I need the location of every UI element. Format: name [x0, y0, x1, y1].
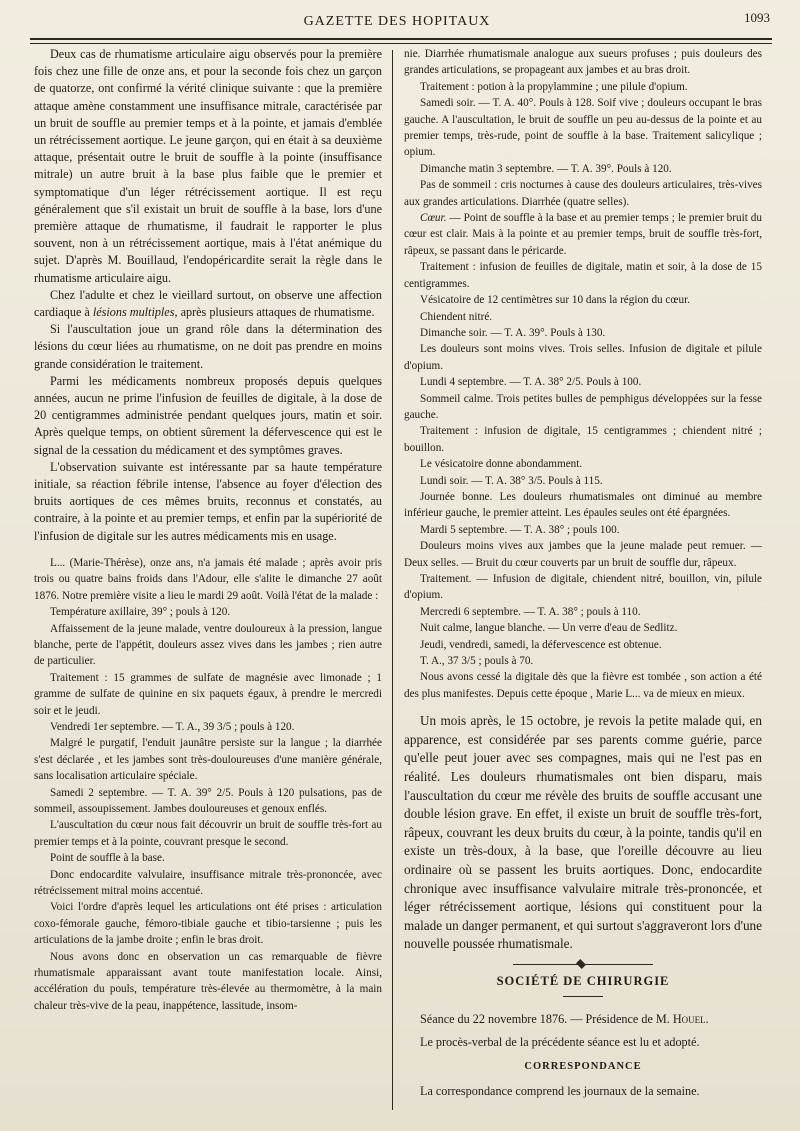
observation-line: Traitement : infusion de digitale, 15 centigrammes ; chiendent nitré ; bouillon.: [404, 425, 762, 454]
observation-line: Traitement. — Infusion de digitale, chiendent nitré, bouillon, vin, pilule d'opium.: [404, 573, 762, 602]
observation-line: Malgré le purgatif, l'enduit jaunâtre persiste sur la langue ; la diarrhée s'est déclarée , et les jambes sont très-douloureuses d'une manière générale, sans localisation articulaire spéciale.: [34, 737, 382, 783]
president-name: Houel.: [672, 1012, 709, 1027]
observation-line: Affaissement de la jeune malade, ventre douloureux à la pression, langue blanche, perte de l'appétit, douleurs assez vives dans les jambes ; rien autre de particulier.: [34, 622, 382, 668]
observation-line: Vendredi 1er septembre. — T. A., 39 3/5 ; pouls à 120.: [50, 720, 295, 733]
observation-line: Point de souffle à la base.: [50, 852, 165, 865]
observation-line: Chiendent nitré.: [420, 310, 493, 323]
observation-line: Voici l'ordre d'après lequel les articulations ont été prises : articulation coxo-fémorale gauche, fémoro-tibiale gauche et tibio-tarsienne ; puis les articulations de la jambe droite ; enfin le bras droit.: [34, 901, 382, 947]
observation-continued: [404, 46, 762, 702]
observation-line: Traitement : 15 grammes de sulfate de magnésie avec limonade ; 1 gramme de sulfate de quinine en six paquets égaux, à prendre le mercredi soir et le jeudi.: [34, 671, 382, 717]
observation-line: L'auscultation du cœur nous fait découvrir un bruit de souffle très-fort au premier temps et à la pointe, couvrant presque le second.: [34, 819, 382, 848]
observation-line: T. A., 37 3/5 ; pouls à 70.: [420, 655, 534, 668]
observation-line: Cœur. — Point de souffle à la base et au premier temps ; le premier bruit du cœur est clair. Mais à la pointe et au premier temps, bruit de souffle très-fort, râpeux, se passant dans le péricarde.: [404, 212, 762, 257]
observation-line: Sommeil calme. Trois petites bulles de pemphigus développées sur la fesse gauche.: [404, 392, 762, 421]
observation-line: Journée bonne. Les douleurs rhumatismales ont diminué au membre inférieur gauche, le premier atteint. Les épaules seules ont été épargnées.: [404, 490, 762, 520]
right-column: [398, 46, 762, 1100]
observation-line: Lundi 4 septembre. — T. A. 38° 2/5. Pouls à 100.: [420, 376, 642, 389]
page-header: [24, 8, 770, 36]
proces-verbal-line: Le procès-verbal de la précédente séance est lu et adopté.: [420, 1035, 700, 1050]
observation-line: Douleurs moins vives aux jambes que la jeune malade peut remuer. — Deux selles. — Bruit du cœur couverts par un bruit de souffle dur, râpeux.: [404, 540, 762, 569]
observation-line: nie. Diarrhée rhumatismale analogue aux sueurs profuses ; puis douleurs des grandes articulations, se propageant aux jambes et au bras droit.: [404, 48, 762, 77]
observation-line: Jeudi, vendredi, samedi, la défervescence est obtenue.: [420, 638, 662, 651]
observation-line: Nous avons donc en observation un cas remarquable de fièvre rhumatismale apparaissant avant toute manifestation locale. Ainsi, accélération du pouls, température très-élevée au thermomètre, à la main chaleur très-vive de la peau, inappétence, lassitude, insom-: [34, 950, 382, 1012]
ornamental-rule: [513, 964, 653, 965]
observation-line: Le vésicatoire donne abondamment.: [420, 458, 583, 471]
running-title: GAZETTE DES HOPITAUX: [303, 14, 491, 29]
observation-line: Traitement : potion à la propylammine ; une pilule d'opium.: [420, 80, 688, 93]
observation-line: Pas de sommeil : cris nocturnes à cause des douleurs articulaires, très-vives aux grandes articulations. Diarrhée (quatre selles).: [404, 179, 762, 208]
observation-line: Nuit calme, langue blanche. — Un verre d'eau de Sedlitz.: [420, 622, 678, 635]
observation-line: L... (Marie-Thérèse), onze ans, n'a jamais été malade ; après avoir pris trois ou quatre bains froids dans l'Adour, elle s'alite le dimanche 27 août 1876. Notre première visite a lieu le mardi 29 août. Voilà l'état de la malade :: [34, 556, 382, 602]
observation-line: Samedi soir. — T. A. 40°. Pouls à 128. Soif vive ; douleurs occupant le bras gauche. A l'auscultation, le bruit de souffle un peu au-dessus de la pointe et au premier temps, très-rude, point de souffle à la base. Traitement salicylique ; opium.: [404, 97, 762, 159]
observation-line: Traitement : infusion de feuilles de digitale, matin et soir, à la dose de 15 centigrammes.: [404, 261, 762, 290]
observation-line: Mardi 5 septembre. — T. A. 38° ; pouls 100.: [420, 523, 620, 536]
observation-line: Les douleurs sont moins vives. Trois selles. Infusion de digitale et pilule d'opium.: [404, 343, 762, 372]
observation-line: Dimanche soir. — T. A. 39°. Pouls à 130.: [420, 326, 606, 339]
observation-block: [34, 555, 382, 1014]
header-rule: [30, 38, 772, 44]
section-title-rule: [563, 996, 603, 997]
left-column: [34, 46, 388, 1014]
column-divider: [392, 50, 393, 1110]
paragraph: Chez l'adulte et chez le vieillard surtout, on observe une affection cardiaque à lésions multiples, après plusieurs attaques de rhumatisme.: [34, 287, 382, 320]
paragraph: Si l'auscultation joue un grand rôle dans la détermination des lésions du cœur liées au rhumatisme, on ne doit pas prendre en moins grande considération le traitement.: [34, 322, 382, 371]
emphasis: lésions multiples,: [92, 305, 178, 320]
seance-line: Séance du 22 novembre 1876. — Présidence de M. Houel.: [420, 1012, 709, 1027]
paragraph: Parmi les médicaments nombreux proposés depuis quelques années, aucun ne prime l'infusion de feuilles de digitale, à la dose de 20 centigrammes administrée pendant quelques jours, matin et soir. Après quelque temps, on obtient sûrement la défervescence qui est le signal de la cessation du médicament et des symptômes graves.: [34, 373, 382, 457]
correspondance-heading: CORRESPONDANCE: [524, 1060, 642, 1072]
observation-line: Mercredi 6 septembre. — T. A. 38° ; pouls à 110.: [420, 605, 641, 618]
paragraph: L'observation suivante est intéressante par sa haute température initiale, sa réaction fébrile intense, l'absence au foyer d'élection des bruits aortiques de ces mêmes bruits, reconnus et constatés, au contraire, à la pointe et au premier temps, et enfin par la supériorité de l'infusion de digitale sur les autres médicaments mis en usage.: [34, 459, 382, 543]
correspondance-line: La correspondance comprend les journaux de la semaine.: [420, 1083, 700, 1098]
observation-line: Dimanche matin 3 septembre. — T. A. 39°. Pouls à 120.: [420, 162, 672, 175]
observation-line: Nous avons cessé la digitale dès que la fièvre est tombée , son action a été des plus manifestes. Depuis cette époque , Marie L... va de mieux en mieux.: [404, 671, 762, 700]
observation-line: Vésicatoire de 12 centimètres sur 10 dans la région du cœur.: [420, 294, 690, 307]
observation-line: Température axillaire, 39° ; pouls à 120.: [50, 606, 231, 619]
conclusion-paragraph: Un mois après, le 15 octobre, je revois la petite malade qui, en apparence, est considérée par ses parents comme guérie, parce qu'elle peut jouer avec ses compagnes, mais qui ne l'est pas en réalité. Les douleurs rhumatismales ont bien disparu, mais l'auscultation du cœur me révèle des bruits de souffle accusant une double lésion grave. En effet, il existe un bruit de souffle très-fort, râpeux, couvrant les deux bruits du cœur, à la pointe, tandis qu'il en existe un très-doux, à la base, que l'oreille découvre au lieu ordinaire où se passent les bruits aortiques. Donc, endocardite chronique avec insuffisance valvulaire mitrale très-prononcée, et léger rétrécissement aortique, lésions qui constituent pour la malade un danger permanent, et qui surtout s'aggraveront lors d'une nouvelle poussée rhumatismale.: [404, 713, 762, 952]
observation-line: Samedi 2 septembre. — T. A. 39° 2/5. Pouls à 120 pulsations, pas de sommeil, assoupissement. Jambes douloureuses et genoux enflés.: [34, 786, 382, 815]
observation-line: Lundi soir. — T. A. 38° 3/5. Pouls à 115.: [420, 474, 603, 487]
section-title: SOCIÉTÉ DE CHIRURGIE: [496, 973, 670, 988]
observation-line: Donc endocardite valvulaire, insuffisance mitrale très-prononcée, avec rétrécissement mitral moins accentué.: [34, 868, 382, 898]
paragraph: Deux cas de rhumatisme articulaire aigu observés pour la première fois chez une fille de onze ans, et pour la seconde fois chez un garçon de quatorze, ont confirmé la vérité clinique suivante : que la première attaque amène constamment une insuffisance mitrale, caractérisée par un bruit de souffle au premier temps et à la pointe, et jamais d'emblée un rétrécissement aortique. Le jeune garçon, qui en était à sa deuxième attaque, présentait outre le bruit de souffle à la pointe (insuffisance mitrale) un autre bruit à la base plus faible que le premier et symptomatique d'un léger rétrécissement aortique. Il est reçu généralement que s'il existait un bruit de souffle à la base, lors d'une première attaque de rhumatisme, il faudrait le rapporter le plus souvent, non à un rétrécissement aortique, mais à l'état anémique du sujet. D'après M. Bouillaud, l'endopéricardite serait la règle dans le rhumatisme articulaire aigu.: [34, 47, 382, 285]
page-number: 1093: [744, 10, 770, 25]
